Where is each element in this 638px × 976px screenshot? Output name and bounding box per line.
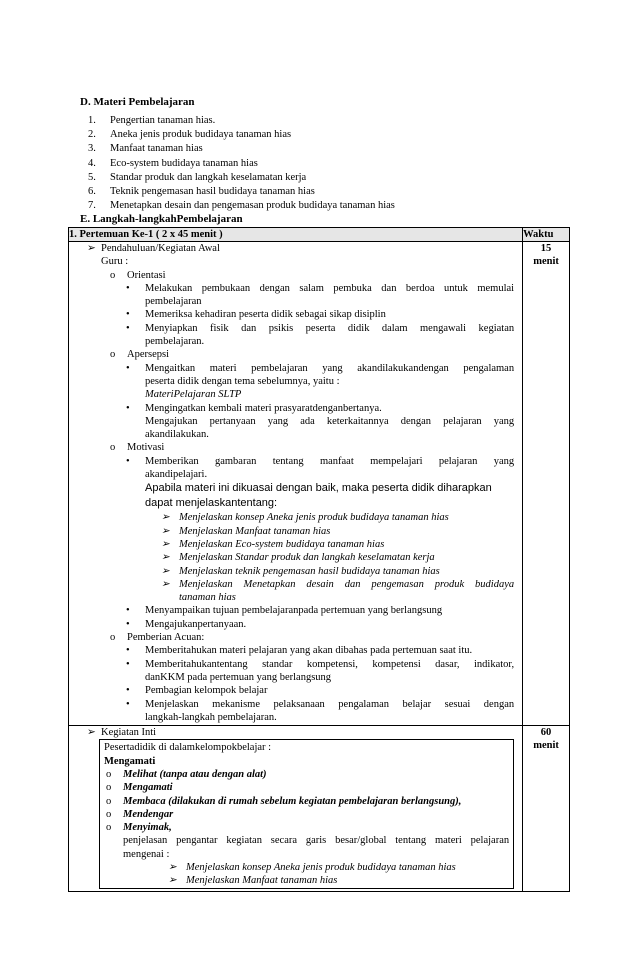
materi-item-number: 2.	[88, 129, 96, 141]
acuan-item-4-line-1: Menjelaskan mekanisme pelaksanaan pengalaman belajar sesuai dengan	[145, 698, 515, 710]
materi-item-text: Teknik pengemasan hasil budidaya tanaman hias	[110, 185, 315, 197]
motivasi-item-1-line-1: Memberikan gambaran tentang manfaat mempelajari pelajaran yang	[145, 455, 515, 467]
bullet-icon: •	[126, 455, 130, 467]
header-pertemuan: 1. Pertemuan Ke-1 ( 2 x 45 menit )	[69, 228, 523, 242]
mengamati-item	[106, 808, 509, 821]
inti-inner-box	[99, 739, 514, 888]
goal-item	[161, 525, 522, 538]
inti-time-unit: menit	[533, 740, 559, 752]
arrow-icon: ➢	[161, 565, 170, 577]
arrow-icon: ➢	[161, 525, 170, 537]
materi-item	[88, 185, 395, 199]
materi-item-number: 6.	[88, 185, 96, 197]
orientasi-item-3-line-1: Menyiapkan fisik dan psikis peserta didik dalam mengawali kegiatan	[145, 322, 515, 334]
mengamati-heading: Mengamati	[104, 755, 156, 767]
section-e-title: E. Langkah-langkahPembelajaran	[80, 213, 243, 225]
materi-item-text: Pengertian tanaman hias.	[110, 115, 216, 126]
mengamati-item	[106, 781, 509, 794]
acuan-item-2-line-2: danKKM pada pertemuan yang berlangsung	[145, 671, 332, 683]
inti-cell	[69, 726, 523, 892]
guru-label: Guru :	[101, 256, 129, 268]
mengamati-item	[106, 795, 509, 808]
arrow-icon: ➢	[161, 552, 170, 564]
goal-item	[161, 511, 522, 524]
mengamati-item	[106, 768, 509, 781]
penjelasan-sub-list	[104, 861, 509, 888]
arrow-icon: ➢	[87, 243, 96, 254]
arrow-icon: ➢	[161, 538, 170, 550]
materi-item-number: 7.	[88, 200, 96, 212]
circle-bullet-icon: o	[110, 349, 116, 361]
materi-item	[88, 128, 395, 142]
materi-item-number: 1.	[88, 115, 96, 126]
motivasi-goal-list	[69, 511, 522, 577]
inti-intro: Pesertadidik di dalamkelompokbelajar :	[104, 742, 272, 754]
bullet-icon: •	[126, 322, 130, 334]
orientasi-label: Orientasi	[127, 269, 166, 281]
goal-item-text: Menjelaskan teknik pengemasan hasil budidaya tanaman hias	[179, 565, 440, 577]
circle-bullet-icon: o	[106, 782, 112, 794]
materi-item-text: Menetapkan desain dan pengemasan produk budidaya tanaman hias	[110, 200, 395, 212]
motivasi-label: Motivasi	[127, 442, 165, 454]
materi-item-number: 3.	[88, 143, 96, 155]
apersepsi-item-1-line-1: Mengaitkan materi pembelajaran yang akandilakukandengan pengalaman	[145, 362, 515, 374]
goal-item-text: Menjelaskan Standar produk dan langkah keselamatan kerja	[179, 552, 435, 564]
goal-item-text: Menjelaskan konsep Aneka jenis produk budidaya tanaman hias	[186, 862, 456, 874]
motivasi-sans-line-1: Apabila materi ini dikuasai dengan baik, maka peserta didik diharapkan	[145, 482, 492, 495]
section-d-title: D. Materi Pembelajaran	[80, 96, 195, 108]
materi-item	[88, 142, 395, 156]
orientasi-item-1-line-1: Melakukan pembukaan dengan salam pembuka dan berdoa untuk memulai	[145, 282, 515, 294]
circle-bullet-icon: o	[110, 269, 116, 281]
materi-item	[88, 199, 395, 213]
arrow-icon: ➢	[168, 862, 177, 874]
table-row-inti	[69, 726, 570, 892]
inti-time-cell	[523, 726, 570, 892]
pendahuluan-time-cell	[523, 242, 570, 726]
materi-list	[80, 114, 395, 213]
acuan-label: Pemberian Acuan:	[127, 632, 205, 644]
materi-item-number: 4.	[88, 157, 96, 169]
pendahuluan-heading: Pendahuluan/Kegiatan Awal	[101, 243, 220, 254]
mengamati-item-text: Membaca (dilakukan di rumah sebelum kegiatan pembelajaran berlangsung),	[123, 795, 462, 807]
bullet-icon: •	[126, 309, 130, 321]
goal-item	[161, 551, 522, 564]
goal-item	[161, 565, 522, 578]
goal-item	[161, 538, 522, 551]
goal-item-text: Menjelaskan konsep Aneka jenis produk budidaya tanaman hias	[179, 512, 449, 524]
apersepsi-item-2-line-2: Mengajukan pertanyaan yang ada keterkaitannya dengan pelajaran yang	[145, 415, 515, 427]
goal-item-text: Menjelaskan Eco-system budidaya tanaman hias	[179, 538, 385, 550]
arrow-icon: ➢	[168, 875, 177, 887]
pendahuluan-time-value: 15	[540, 243, 552, 254]
motivasi-item-1-line-2: akandipelajari.	[145, 469, 208, 481]
mengamati-item-text: Menyimak,	[123, 822, 172, 834]
table-header-row	[69, 228, 570, 242]
apersepsi-label: Apersepsi	[127, 349, 169, 361]
circle-bullet-icon: o	[106, 768, 112, 780]
materi-item	[88, 171, 395, 185]
arrow-icon: ➢	[87, 727, 96, 739]
acuan-item-4-line-2: langkah-langkah pembelajaran.	[145, 711, 277, 723]
orientasi-item-1-line-2: pembelajaran	[145, 296, 202, 308]
pendahuluan-time-unit: menit	[533, 256, 559, 268]
materi-item	[88, 114, 395, 128]
acuan-item-2-line-1: Memberitahukantentang standar kompetensi, kompetensi dasar, indikator,	[145, 658, 515, 670]
bullet-icon: •	[126, 282, 130, 294]
motivasi-sans-line-2: dapat menjelaskantentang:	[145, 497, 278, 510]
mengamati-item-text: Mendengar	[123, 808, 174, 820]
motivasi-goal-6-line-2: tanaman hias	[179, 592, 236, 604]
mengamati-item-text: Melihat (tanpa atau dengan alat)	[123, 768, 267, 780]
goal-item-text: Menjelaskan Manfaat tanaman hias	[186, 875, 338, 887]
circle-bullet-icon: o	[106, 795, 112, 807]
circle-bullet-icon: o	[110, 442, 116, 454]
materi-item-number: 5.	[88, 171, 96, 183]
apersepsi-item-1-line-2: peserta didik dengan tema sebelumnya, yaitu :	[145, 375, 340, 387]
pendahuluan-cell	[69, 242, 523, 726]
acuan-item-1: Memberitahukan materi pelajaran yang akan dibahas pada pertemuan saat itu.	[145, 645, 473, 657]
acuan-item-3: Pembagian kelompok belajar	[145, 685, 268, 697]
bullet-icon: •	[126, 362, 130, 374]
goal-item	[168, 861, 509, 874]
circle-bullet-icon: o	[106, 808, 112, 820]
bullet-icon: •	[126, 685, 130, 697]
bullet-icon: •	[126, 645, 130, 657]
materi-item	[88, 157, 395, 171]
bullet-icon: •	[126, 698, 130, 710]
bullet-icon: •	[126, 658, 130, 670]
bullet-icon: •	[126, 618, 130, 630]
apersepsi-item-2-line-3: akandilakukan.	[145, 429, 209, 441]
apersepsi-item-2-line-1: Mengingatkan kembali materi prasyaratdenganbertanya.	[145, 402, 382, 414]
langkah-table	[68, 227, 570, 892]
bullet-icon: •	[126, 605, 130, 617]
materi-item-text: Standar produk dan langkah keselamatan kerja	[110, 171, 307, 183]
inti-time-value: 60	[540, 727, 552, 739]
arrow-icon: ➢	[161, 578, 170, 590]
materi-item-text: Manfaat tanaman hias	[110, 143, 203, 155]
mengamati-item-text: Mengamati	[123, 782, 173, 794]
circle-bullet-icon: o	[110, 632, 116, 644]
mengamati-list	[104, 768, 509, 834]
inti-heading: Kegiatan Inti	[101, 727, 157, 739]
circle-bullet-icon: o	[106, 822, 112, 834]
penjelasan-line-2: mengenai :	[123, 848, 170, 860]
materi-item-text: Aneka jenis produk budidaya tanaman hias	[110, 129, 292, 141]
materi-item-text: Eco-system budidaya tanaman hias	[110, 157, 258, 169]
table-row-pendahuluan	[69, 242, 570, 726]
penjelasan-line-1: penjelasan pengantar kegiatan secara garis besar/global tentang materi pelajaran	[123, 835, 510, 847]
motivasi-item-3: Mengajukanpertanyaan.	[145, 618, 247, 630]
mengamati-item	[106, 821, 509, 834]
orientasi-item-3-line-2: pembelajaran.	[145, 336, 205, 348]
goal-item	[168, 874, 509, 887]
bullet-icon: •	[126, 402, 130, 414]
motivasi-item-2: Menyampaikan tujuan pembelajaranpada pertemuan yang berlangsung	[145, 605, 443, 617]
orientasi-item-2: Memeriksa kehadiran peserta didik sebagai sikap disiplin	[145, 309, 386, 321]
apersepsi-item-1-line-3: MateriPelajaran SLTP	[145, 389, 242, 401]
motivasi-goal-6-line-1: Menjelaskan Menetapkan desain dan pengemasan produk budidaya	[179, 578, 515, 590]
arrow-icon: ➢	[161, 512, 170, 524]
goal-item-text: Menjelaskan Manfaat tanaman hias	[179, 525, 331, 537]
header-waktu: Waktu	[523, 228, 570, 242]
